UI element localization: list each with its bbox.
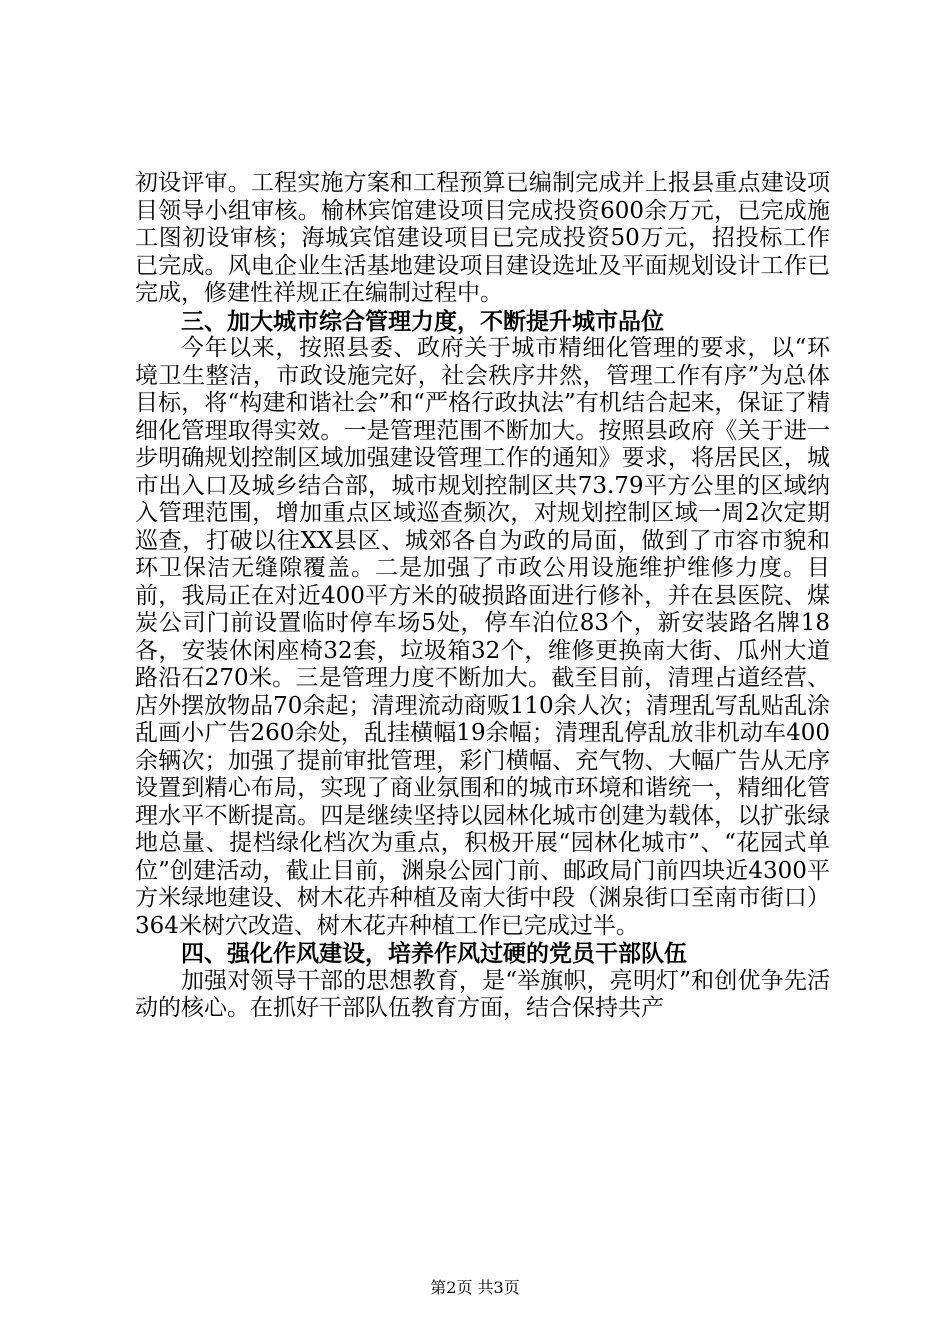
paragraph-city-management: 今年以来，按照县委、政府关于城市精细化管理的要求，以“环境卫生整洁，市政设施完好，社会秩序井然，管理工作有序”为总体目标，将“构建和谐社会”和“严格行政执法”有机结合起来，保证了精细化管理取得实效。一是管理范围不断加大。按照县政府《关于进一步明确规划控制区域加强建设管理工作的通知》要求，将居民区，城市出入口及城乡结合部，城市规划控制区共73.79平方公里的区域纳入管理范围，增加重点区域巡查频次，对规划控制区域一周2次定期巡查，打破以往XX县区、城郊各自为政的局面，做到了市容市貌和环卫保洁无缝隙覆盖。二是加强了市政公用设施维护维修力度。目前，我局正在对近400平方米的破损路面进行修补，并在县医院、煤炭公司门前设置临时停车场5处，停车泊位83个，新安装路名牌18各，安装休闲座椅32套，垃圾箱32个，维修更换南大街、瓜州大道路沿石270米。三是管理力度不断加大。截至目前，清理占道经营、店外摆放物品70余起；清理流动商贩110余人次；清理乱写乱贴乱涂乱画小广告260余处，乱挂横幅19余幅；清理乱停乱放非机动车400余辆次；加强了提前审批管理，彩门横幅、充气物、大幅广告从无序设置到精心布局，实现了商业氛围和的城市环境和谐统一，精细化管理水平不断提高。四是继续坚持以园林化城市创建为载体，以扩张绿地总量、提档绿化档次为重点，积极开展“园林化城市”、“花园式单位”创建活动，截止目前，渊泉公园门前、邮政局门前四块近4300平方米绿地建设、树木花卉种植及南大街中段（渊泉街口至南市街口）364米树穴改造、树木花卉种植工作已完成过半。	[135, 335, 830, 939]
document-body	[135, 170, 830, 1023]
section-heading-3: 三、加大城市综合管理力度，不断提升城市品位	[181, 307, 664, 335]
paragraph-project-status: 初设评审。工程实施方案和工程预算已编制完成并上报县重点建设项目领导小组审核。榆林宾馆建设项目完成投资600余万元，已完成施工图初设审核；海城宾馆建设项目已完成投资50万元，招投标工作已完成。风电企业生活基地建设项目建设选址及平面规划设计工作已完成，修建性祥规正在编制过程中。	[135, 170, 830, 306]
page-number-footer: 第2页 共3页	[430, 1278, 520, 1297]
section-heading-4: 四、强化作风建设，培养作风过硬的党员干部队伍	[181, 940, 687, 967]
paragraph-cadre-education: 加强对领导干部的思想教育，是“举旗帜，亮明灯”和创优争先活动的核心。在抓好干部队伍教育方面，结合保持共产	[135, 967, 830, 1021]
